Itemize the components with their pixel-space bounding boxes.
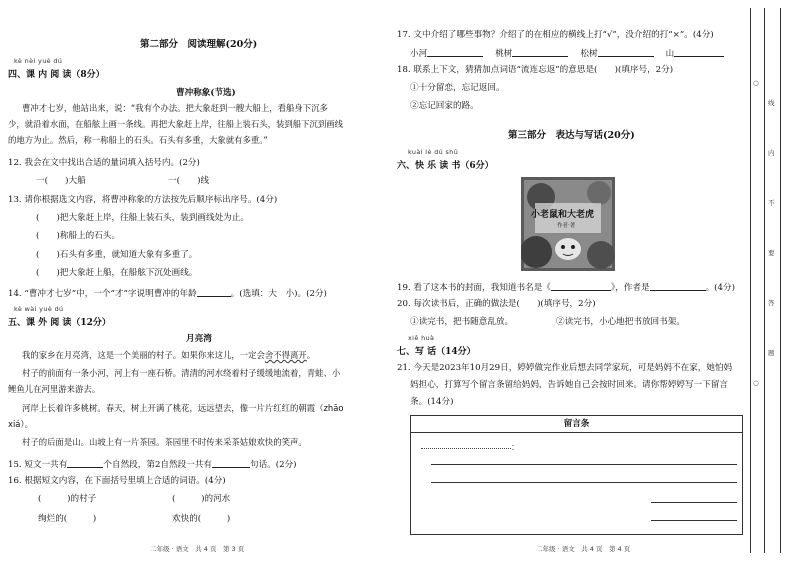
q21-line-1: 21. 今天是2023年10月29日，婷婷做完作业后想去同学家玩，可是妈妈不在家，她怕妈: [397, 363, 733, 373]
sec5-title: 五、课 外 阅 读（12分）: [8, 318, 111, 328]
q17-blank-2[interactable]: [512, 47, 568, 57]
q17-blank-4[interactable]: [674, 47, 724, 57]
story1-line-3: 的地方为止。然后，称一称船上的石头。石头有多重，大象就有多重。”: [8, 135, 268, 145]
q13-text: 13. 请你根据选文内容，将曹冲称象的方法按先后顺序标出序号。(4分): [8, 195, 278, 205]
note-recipient-line[interactable]: [421, 448, 511, 449]
sec4-title: 四、课 内 阅 读（8分）: [8, 70, 105, 80]
left-footer: 二年级 · 语文 共 4 页 第 3 页: [150, 545, 245, 553]
sec7-pinyin: xiě huà: [408, 334, 435, 342]
q13-item-3[interactable]: ( )石头有多重，就知道大象有多重了。: [36, 250, 198, 260]
note-writing-box[interactable]: [410, 415, 743, 535]
note-signature-line[interactable]: [651, 502, 737, 503]
story1-title: 曹冲称象(节选): [176, 88, 236, 98]
q14-line: [8, 287, 327, 300]
q13-item-4[interactable]: ( )把大象赶上船，在船舷下沉处画线。: [36, 268, 198, 278]
binding-mark-2: 内: [768, 149, 775, 157]
q15-line: [8, 458, 297, 471]
q17-blank-1[interactable]: [427, 47, 483, 57]
book-cover-image: [521, 177, 615, 271]
q18-option-2[interactable]: ②忘记回家的路。: [410, 101, 479, 111]
note-colon: ：: [511, 443, 520, 453]
story2-line-1: 我的家乡在月亮湾，这是一个美丽的村子。如果你来这儿，一定会舍不得离开。: [22, 350, 316, 360]
q16-text: 16. 根据短文内容，在下面括号里填上合适的词语。(4分): [8, 476, 226, 486]
binding-line-2: [764, 8, 765, 553]
binding-line-1: [750, 8, 751, 553]
book-cover-author: 作者·著: [557, 223, 576, 229]
binding-mark-5: 答: [768, 299, 775, 307]
story2-line-6: 村子的后面是山。山坡上有一片茶园。茶园里不时传来采茶姑娘欢快的笑声。: [22, 437, 307, 447]
q19-blank-title[interactable]: [551, 281, 611, 291]
binding-line-3: [780, 8, 781, 553]
q12-blank-a[interactable]: 一( )大船: [36, 176, 86, 186]
story1-line-2: 少，就沿着水面，在船舷上画一条线。再把大象赶上岸，往船上装石头，装到船下沉到画线: [8, 119, 343, 129]
q14-text-b: 。(选填：大 小)。(2分): [230, 289, 327, 299]
q19-blank-author[interactable]: [650, 281, 706, 291]
q19-line: [397, 281, 735, 294]
right-footer: 二年级 · 语文 共 4 页 第 4 页: [536, 545, 631, 553]
note-body-line-1[interactable]: [431, 464, 737, 465]
q16-blank-c[interactable]: 绚烂的( ): [38, 514, 97, 524]
story1-line-1: 曹冲才七岁，他站出来，说：“我有个办法。把大象赶到一艘大船上，看船身下沉多: [22, 103, 328, 113]
binding-mark-6: 题: [768, 349, 775, 357]
q19-text-b: 》，作者是: [610, 283, 650, 293]
q19-text-c: 。(4分): [705, 283, 735, 293]
q13-item-2[interactable]: ( )称船上的石头。: [36, 231, 121, 241]
binding-mark-4: 要: [768, 249, 775, 257]
sec6-title: 六、快 乐 读 书（6分）: [397, 161, 494, 171]
q12-text: 12. 我会在文中找出合适的量词填入括号内。(2分): [8, 158, 200, 168]
part3-title: 第三部分 表达与写话(20分): [508, 130, 635, 141]
binding-mark-1: 线: [768, 99, 775, 107]
q15-blank-2[interactable]: [212, 458, 250, 468]
q19-text-a: 19. 看了这本书的封面，我知道书名是《: [397, 283, 551, 293]
q15-blank-1[interactable]: [67, 458, 103, 468]
q15-text-c: 句话。(2分): [249, 460, 297, 470]
q14-answer-blank[interactable]: [197, 287, 231, 297]
q20-option-1[interactable]: ①读完书，把书随意乱放。: [410, 317, 514, 327]
q17-item-3: 松树: [580, 49, 598, 59]
q17-item-4: 山: [665, 49, 675, 59]
sec5-pinyin: kè wài yuè dú: [14, 305, 64, 313]
story2-line-5: xiá）。: [8, 419, 33, 429]
q18-text: 18. 联系上下文，猜猜加点词语“流连忘返”的意思是( )(填序号，2分): [397, 65, 674, 75]
q16-blank-a[interactable]: ( )的村子: [38, 494, 97, 504]
note-body-line-2[interactable]: [431, 482, 737, 483]
q12-blank-b[interactable]: 一( )线: [168, 176, 210, 186]
q20-text: 20. 每次读书后，正确的做法是( )(填序号，2分): [397, 299, 596, 309]
q16-blank-d[interactable]: 欢快的( ): [172, 514, 231, 524]
binding-circle-1: ○: [753, 79, 759, 87]
story2-line-2: 村子的前面有一条小河，河上有一座石桥。清清的河水绕着村子缓缓地流着，青蛙、小: [22, 368, 341, 378]
sec7-title: 七、写 话（14分）: [397, 347, 476, 357]
q15-text-b: 个自然段，第2自然段一共有: [103, 460, 212, 470]
binding-mark-3: 不: [768, 199, 775, 207]
q17-text: 17. 文中介绍了哪些事物？介绍了的在相应的横线上打“√”，没介绍的打“×”。(4分): [397, 30, 714, 40]
q15-text-a: 15. 短文一共有: [8, 460, 68, 470]
book-cover-title: 小老鼠和大老虎: [531, 210, 595, 220]
story2-line-3: 鲤鱼儿在河里游来游去。: [8, 384, 101, 394]
q17-blank-3[interactable]: [598, 47, 654, 57]
sec6-pinyin: kuài lè dú shū: [408, 148, 459, 156]
sec4-pinyin: kè nèi yuè dú: [14, 57, 63, 65]
binding-circle-2: ○: [753, 379, 759, 387]
q20-option-2[interactable]: ②读完书，小心地把书放回书架。: [556, 317, 685, 327]
q17-options: [410, 47, 724, 60]
part2-title: 第二部分 阅读理解(20分): [140, 39, 258, 50]
q17-item-1: 小河: [410, 49, 428, 59]
story2-line-4: 河岸上长着许多桃树。春天，树上开满了桃花，远远望去，像一片片红红的朝霞（zhāo: [22, 403, 344, 413]
q18-option-1[interactable]: ①十分留恋，忘记返回。: [410, 83, 505, 93]
note-date-line[interactable]: [651, 520, 737, 521]
q16-blank-b[interactable]: ( )的河水: [172, 494, 231, 504]
q21-line-3: 条。(14分): [410, 397, 454, 407]
q14-text-a: 14. “曹冲才七岁”中，一个“才”字说明曹冲的年龄: [8, 289, 197, 299]
story2-wavy-phrase: 舍不得离开: [264, 350, 307, 360]
q21-line-2: 妈担心，打算写个留言条留给妈妈，告诉她自己会按时回来。请你帮婷婷写一下留言: [410, 380, 728, 390]
story2-title: 月亮湾: [186, 334, 212, 344]
q13-item-1[interactable]: ( )把大象赶上岸，往船上装石头，装到画线处为止。: [36, 213, 249, 223]
q17-item-2: 桃树: [495, 49, 513, 59]
note-title: 留言条: [411, 416, 742, 433]
